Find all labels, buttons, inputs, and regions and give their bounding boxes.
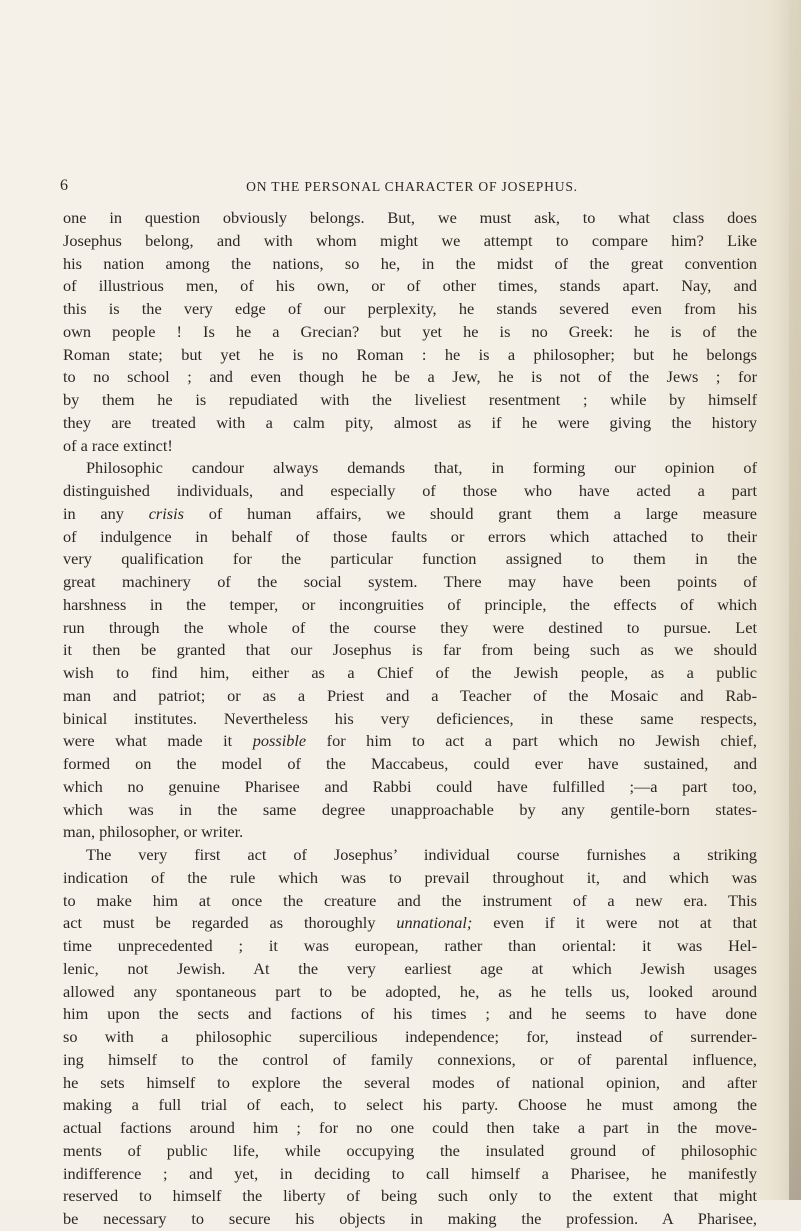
text-line: by them he is repudiated with the liveliest resentment ; while by himself <box>63 390 757 409</box>
text-line: binical institutes. Nevertheless his very deficiences, in these same respects, <box>63 708 757 728</box>
text-segment: of human affairs, we should grant them a large measure <box>184 503 757 523</box>
text-line: so with a philosophic supercilious independence; for, instead of surrender- <box>63 1027 757 1046</box>
italic-emphasis: crisis <box>148 503 184 523</box>
text-line: Philosophic candour always demands that, in forming our opinion of <box>86 458 757 478</box>
text-line: they are treated with a calm pity, almost as if he were giving the history <box>63 412 757 432</box>
italic-emphasis: unnational; <box>396 913 473 933</box>
text-line: it then be granted that our Josephus is far from being such as we should <box>63 640 757 660</box>
text-line: time unprecedented ; it was european, rather than oriental: it was Hel- <box>63 936 757 955</box>
text-line: man, philosopher, or writer. <box>63 822 244 842</box>
text-line: which no genuine Pharisee and Rabbi could have fulfilled ;—a part too, <box>63 776 757 796</box>
page-header <box>60 176 760 196</box>
text-line: making a full trial of each, to select his party. Choose he must among the <box>63 1095 757 1115</box>
text-line: of illustrious men, of his own, or of other times, stands apart. Nay, and <box>63 276 757 296</box>
text-line: harshness in the temper, or incongruities of principle, the effects of which <box>63 594 757 614</box>
page-number: 6 <box>60 177 68 194</box>
text-line: own people ! Is he a Grecian? but yet he is no Greek: he is of the <box>63 321 757 341</box>
text-line <box>63 730 757 753</box>
text-line: to no school ; and even though he be a Jew, he is not of the Jews ; for <box>63 367 757 387</box>
text-line <box>63 503 757 526</box>
text-line: indication of the rule which was to prevail throughout it, and which was <box>63 867 757 887</box>
text-line: to make him at once the creature and the instrument of a new era. This <box>63 890 757 910</box>
text-line: distinguished individuals, and especially of those who have acted a part <box>63 481 757 500</box>
text-line: one in question obviously belongs. But, we must ask, to what class does <box>63 208 757 227</box>
text-line: he sets himself to explore the several modes of national opinion, and after <box>63 1072 757 1092</box>
text-line: be necessary to secure his objects in making the profession. A Pharisee, <box>63 1209 757 1228</box>
running-head: ON THE PERSONAL CHARACTER OF JOSEPHUS. <box>246 179 578 194</box>
text-line: allowed any spontaneous part to be adopted, he, as he tells us, looked around <box>63 981 757 1001</box>
italic-emphasis: possible <box>252 731 307 751</box>
text-segment: were what made it <box>63 731 253 751</box>
text-line: Roman state; but yet he is no Roman : he is a philosopher; but he belongs <box>63 344 757 364</box>
text-line: Josephus belong, and with whom might we attempt to compare him? Like <box>63 230 757 250</box>
text-line: him upon the sects and factions of his times ; and he seems to have done <box>63 1004 757 1024</box>
text-line <box>63 912 757 935</box>
text-segment: even if it were not at that <box>472 913 757 933</box>
text-line: of indulgence in behalf of those faults or errors which attached to their <box>63 526 757 546</box>
text-line: his nation among the nations, so he, in the midst of the great convention <box>63 253 757 273</box>
text-segment: act must be regarded as thoroughly <box>63 913 397 933</box>
text-line: ments of public life, while occupying the insulated ground of philosophic <box>63 1140 757 1160</box>
text-segment: in any <box>63 503 149 523</box>
text-line: ing himself to the control of family connexions, or of parental influence, <box>63 1049 757 1069</box>
text-line: formed on the model of the Maccabeus, could ever have sustained, and <box>63 754 757 773</box>
body-text <box>63 207 757 1231</box>
text-line: wish to find him, either as a Chief of the Jewish people, as a public <box>63 663 757 682</box>
page-edge-shadow <box>789 0 801 1200</box>
text-line: actual factions around him ; for no one could then take a part in the move- <box>63 1118 757 1137</box>
text-line: The very first act of Josephus’ individual course furnishes a striking <box>86 845 757 864</box>
text-line: great machinery of the social system. There may have been points of <box>63 572 757 591</box>
text-line: lenic, not Jewish. At the very earliest age at which Jewish usages <box>63 958 757 978</box>
text-line: run through the whole of the course they were destined to pursue. Let <box>63 617 757 637</box>
text-segment: for him to act a part which no Jewish chief, <box>306 731 757 751</box>
text-line: of a race extinct! <box>63 435 173 455</box>
text-line: this is the very edge of our perplexity, he stands severed even from his <box>63 299 757 318</box>
text-line: which was in the same degree unapproachable by any gentile-born states- <box>63 799 757 819</box>
text-line: very qualification for the particular function assigned to them in the <box>63 549 757 569</box>
text-line: reserved to himself the liberty of being such only to the extent that might <box>63 1186 757 1206</box>
text-line: indifference ; and yet, in deciding to call himself a Pharisee, he manifestly <box>63 1163 757 1183</box>
text-line: man and patriot; or as a Priest and a Teacher of the Mosaic and Rab- <box>63 685 757 705</box>
